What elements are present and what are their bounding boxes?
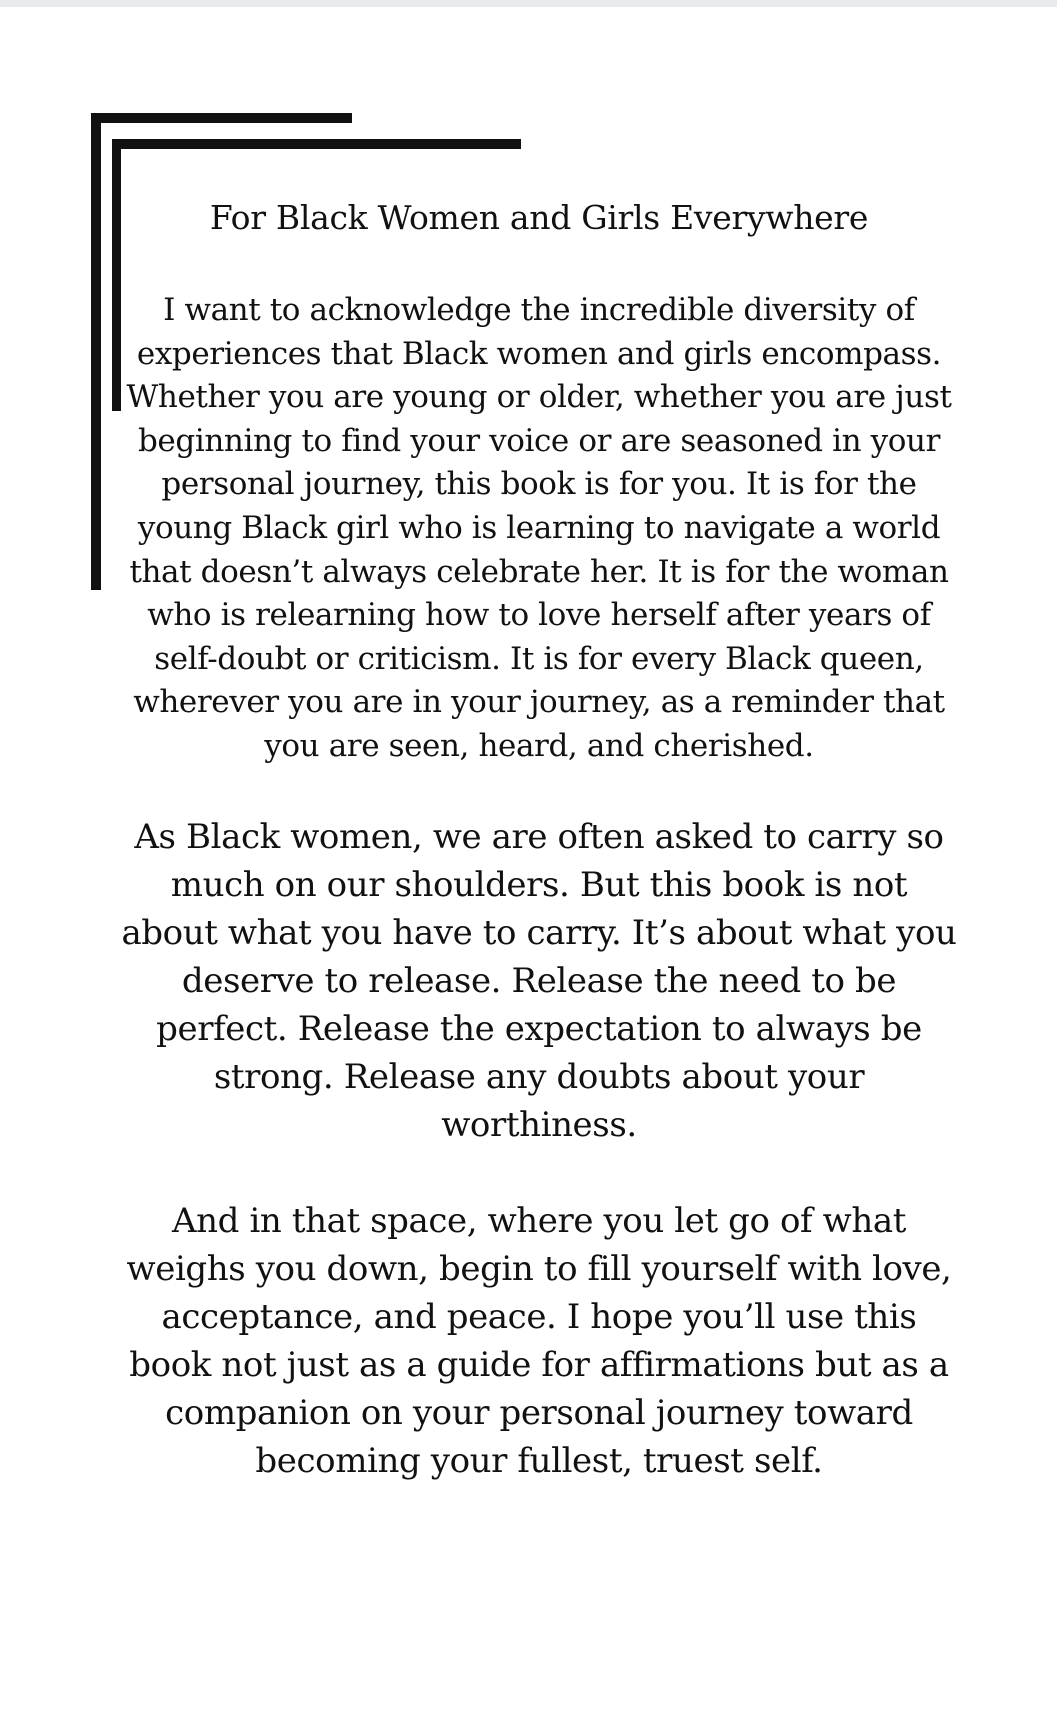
page-title: For Black Women and Girls Everywhere <box>209 198 869 237</box>
corner-bracket-outer-side <box>91 113 101 590</box>
top-strip <box>0 0 1057 7</box>
corner-bracket-outer-top <box>91 113 352 123</box>
paragraph-acknowledgement: I want to acknowledge the incredible diversity of experiences that Black women and girls encompass. Whether you are young or older, whether you are just beginning to find your voice or are seasoned in your personal journey, this book is for you. It is for the young Black girl who is learning to navigate a world that doesn’t always celebrate her. It is for the woman who is relearning how to love herself after years of self-doubt or criticism. It is for every Black queen, wherever you are in your journey, as a reminder that you are seen, heard, and cherished. <box>126 292 952 764</box>
paragraph-companion: And in that space, where you let go of what weighs you down, begin to fill yourself with love, acceptance, and peace. I hope you’ll use this book not just as a guide for affirmations but as a companion on your personal journey toward becoming your fullest, truest self. <box>126 1201 952 1481</box>
paragraph-release: As Black women, we are often asked to carry so much on our shoulders. But this book is not about what you have to carry. It’s about what you deserve to release. Release the need to be perfect. Release the expectation to always be strong. Release any doubts about your worthiness. <box>121 817 957 1145</box>
corner-bracket-inner-top <box>112 139 521 149</box>
